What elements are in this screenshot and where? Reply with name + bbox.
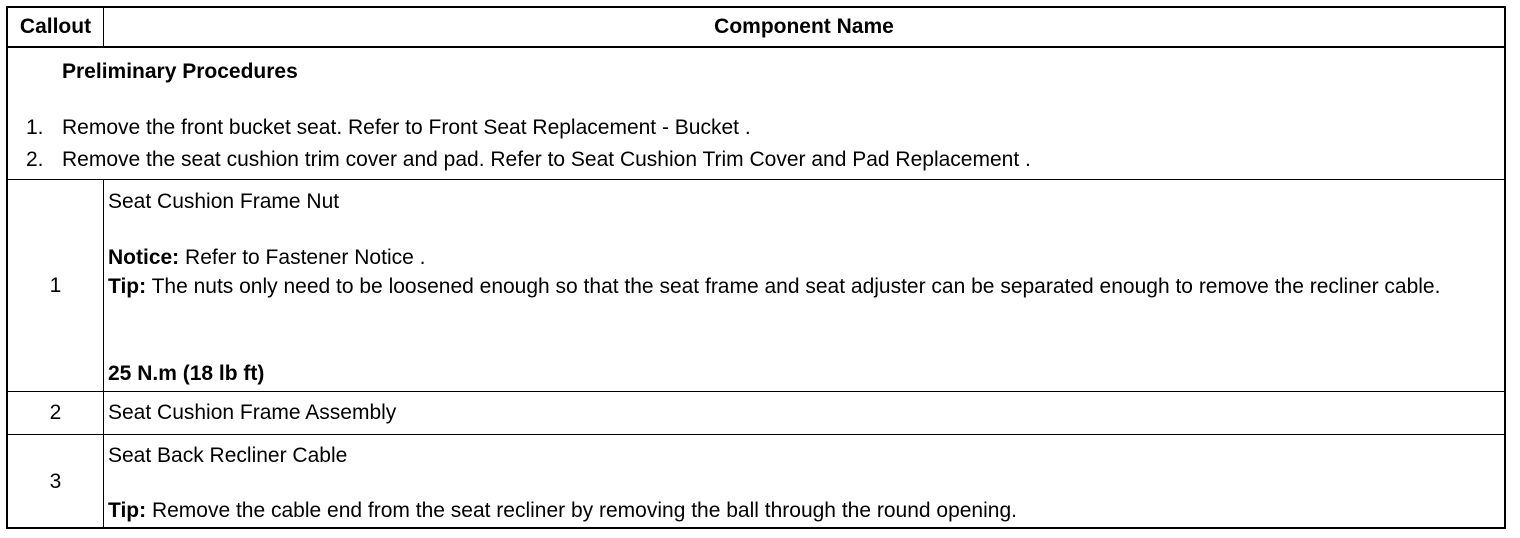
procedure-table: [6, 6, 1506, 529]
tip-label: Tip:: [108, 275, 147, 298]
table-row: [8, 180, 1504, 392]
column-divider: [103, 392, 104, 434]
callout-number: 2: [49, 401, 62, 424]
notice-label: Notice:: [108, 246, 180, 269]
step-number: 1.: [26, 116, 44, 139]
callout-number: 3: [49, 470, 62, 493]
torque-spec: 25 N.m (18 lb ft): [108, 362, 265, 385]
component-name: Seat Cushion Frame Assembly: [108, 401, 397, 424]
component-cell: [108, 392, 1492, 434]
tip-text: The nuts only need to be loosened enough so that the seat frame and seat adjuster can be separated enough to remove the recliner cable.: [146, 275, 1441, 298]
component-cell: [108, 435, 1492, 529]
tip-line: [108, 272, 1492, 302]
tip-line: [108, 499, 1017, 523]
callout-header: Callout: [19, 15, 92, 38]
component-name-header: Component Name: [714, 15, 894, 38]
component-name: Seat Back Recliner Cable: [108, 444, 348, 467]
step-text: Remove the seat cushion trim cover and pad. Refer to Seat Cushion Trim Cover and Pad Replacement .: [62, 148, 1031, 171]
column-divider: [103, 180, 104, 391]
table-header: [8, 8, 1504, 48]
component-cell: [108, 180, 1492, 391]
step-text: Remove the front bucket seat. Refer to Front Seat Replacement - Bucket .: [62, 116, 751, 139]
tip-text: Remove the cable end from the seat recliner by removing the ball through the round opening.: [146, 499, 1017, 522]
preliminary-step: [26, 148, 1031, 172]
notice-line: [108, 246, 425, 270]
column-divider: [103, 435, 104, 529]
tip-label: Tip:: [108, 499, 147, 522]
preliminary-step: [26, 116, 751, 140]
preliminary-title: Preliminary Procedures: [62, 60, 298, 83]
callout-number: 1: [49, 273, 62, 297]
component-name: Seat Cushion Frame Nut: [108, 190, 340, 213]
preliminary-procedures: [8, 48, 1504, 180]
table-row: [8, 392, 1504, 435]
table-row: [8, 435, 1504, 529]
step-number: 2.: [26, 148, 44, 171]
notice-text: Refer to Fastener Notice .: [179, 246, 426, 269]
